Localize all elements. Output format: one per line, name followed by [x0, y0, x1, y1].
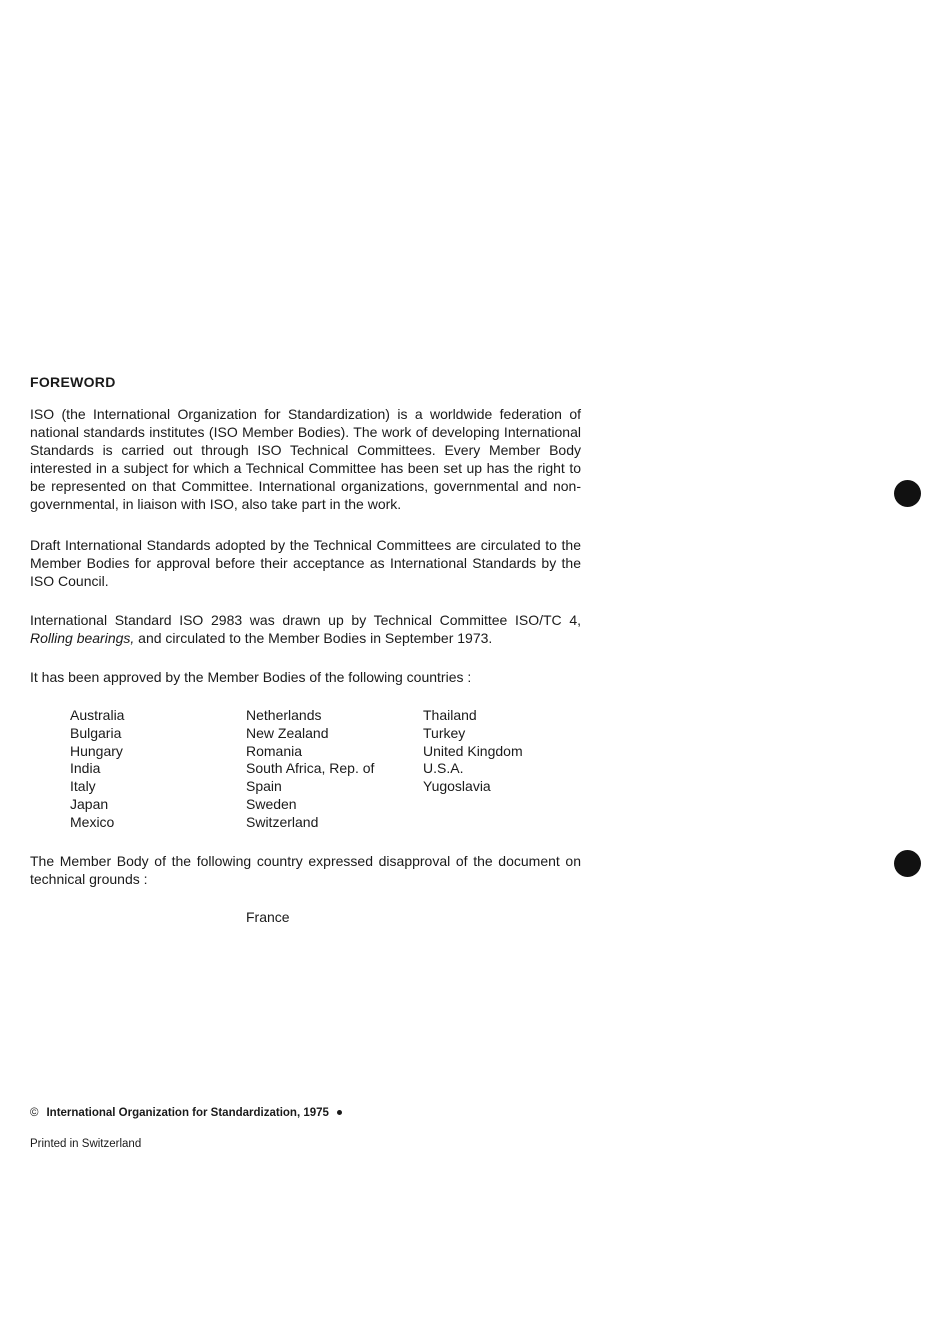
printed-in: Printed in Switzerland — [30, 1138, 142, 1150]
standard-title: Rolling bearings, — [30, 630, 135, 646]
copyright-icon: © — [30, 1107, 39, 1119]
country-item: Spain — [246, 778, 282, 795]
country-item: Japan — [70, 795, 109, 812]
approval-intro: It has been approved by the Member Bodies of the following countries : — [30, 669, 472, 685]
country-item: New Zealand — [246, 724, 329, 741]
copyright-text: International Organization for Standardization, 1975 — [46, 1107, 329, 1119]
standard-text-after: and circulated to the Member Bodies in September 1973. — [134, 630, 493, 646]
foreword-paragraph-drafts: Draft International Standards adopted by the Technical Committees are circulated to the Member Bodies for approval before their acceptance as International Standards by the ISO Council. — [30, 537, 581, 589]
country-item: India — [70, 760, 101, 777]
country-item: Bulgaria — [70, 724, 122, 741]
bullet-icon — [337, 1110, 342, 1115]
foreword-paragraph-iso: ISO (the International Organization for Standardization) is a worldwide federation of national standards institutes (ISO Member Bodies). The work of developing International Standards is carried out through ISO Technical Committees. Every Member Body interested in a subject for which a Technical Committee has been set up has the right to be represented on that Committee. International organizations, governmental and non-governmental, in liaison with ISO, also take part in the work. — [30, 406, 581, 512]
foreword-heading: FOREWORD — [30, 374, 116, 390]
country-item: Australia — [70, 707, 125, 723]
country-item: Sweden — [246, 795, 297, 812]
punch-hole-icon — [894, 480, 921, 507]
country-column-1 — [70, 707, 124, 832]
country-item: United Kingdom — [423, 742, 523, 759]
country-column-2 — [246, 707, 374, 832]
copyright-line — [30, 1107, 342, 1119]
country-column-3 — [423, 707, 523, 796]
country-item: U.S.A. — [423, 760, 464, 777]
country-item: Switzerland — [246, 813, 319, 830]
country-item: Romania — [246, 742, 303, 759]
country-item: Turkey — [423, 724, 466, 741]
country-item: Netherlands — [246, 707, 322, 723]
punch-hole-icon — [894, 850, 921, 877]
country-item: Italy — [70, 778, 96, 795]
country-item: Hungary — [70, 742, 123, 759]
country-item: South Africa, Rep. of — [246, 760, 375, 777]
country-item: Mexico — [70, 813, 115, 830]
country-item: Yugoslavia — [423, 778, 491, 795]
country-item: Thailand — [423, 707, 477, 723]
foreword-paragraph-standard — [30, 611, 581, 647]
disapproving-country: France — [246, 909, 290, 925]
standard-text-before: International Standard ISO 2983 was drawn up by Technical Committee ISO/TC 4, — [30, 612, 581, 628]
disapproval-intro: The Member Body of the following country expressed disapproval of the document on technical grounds : — [30, 853, 581, 887]
